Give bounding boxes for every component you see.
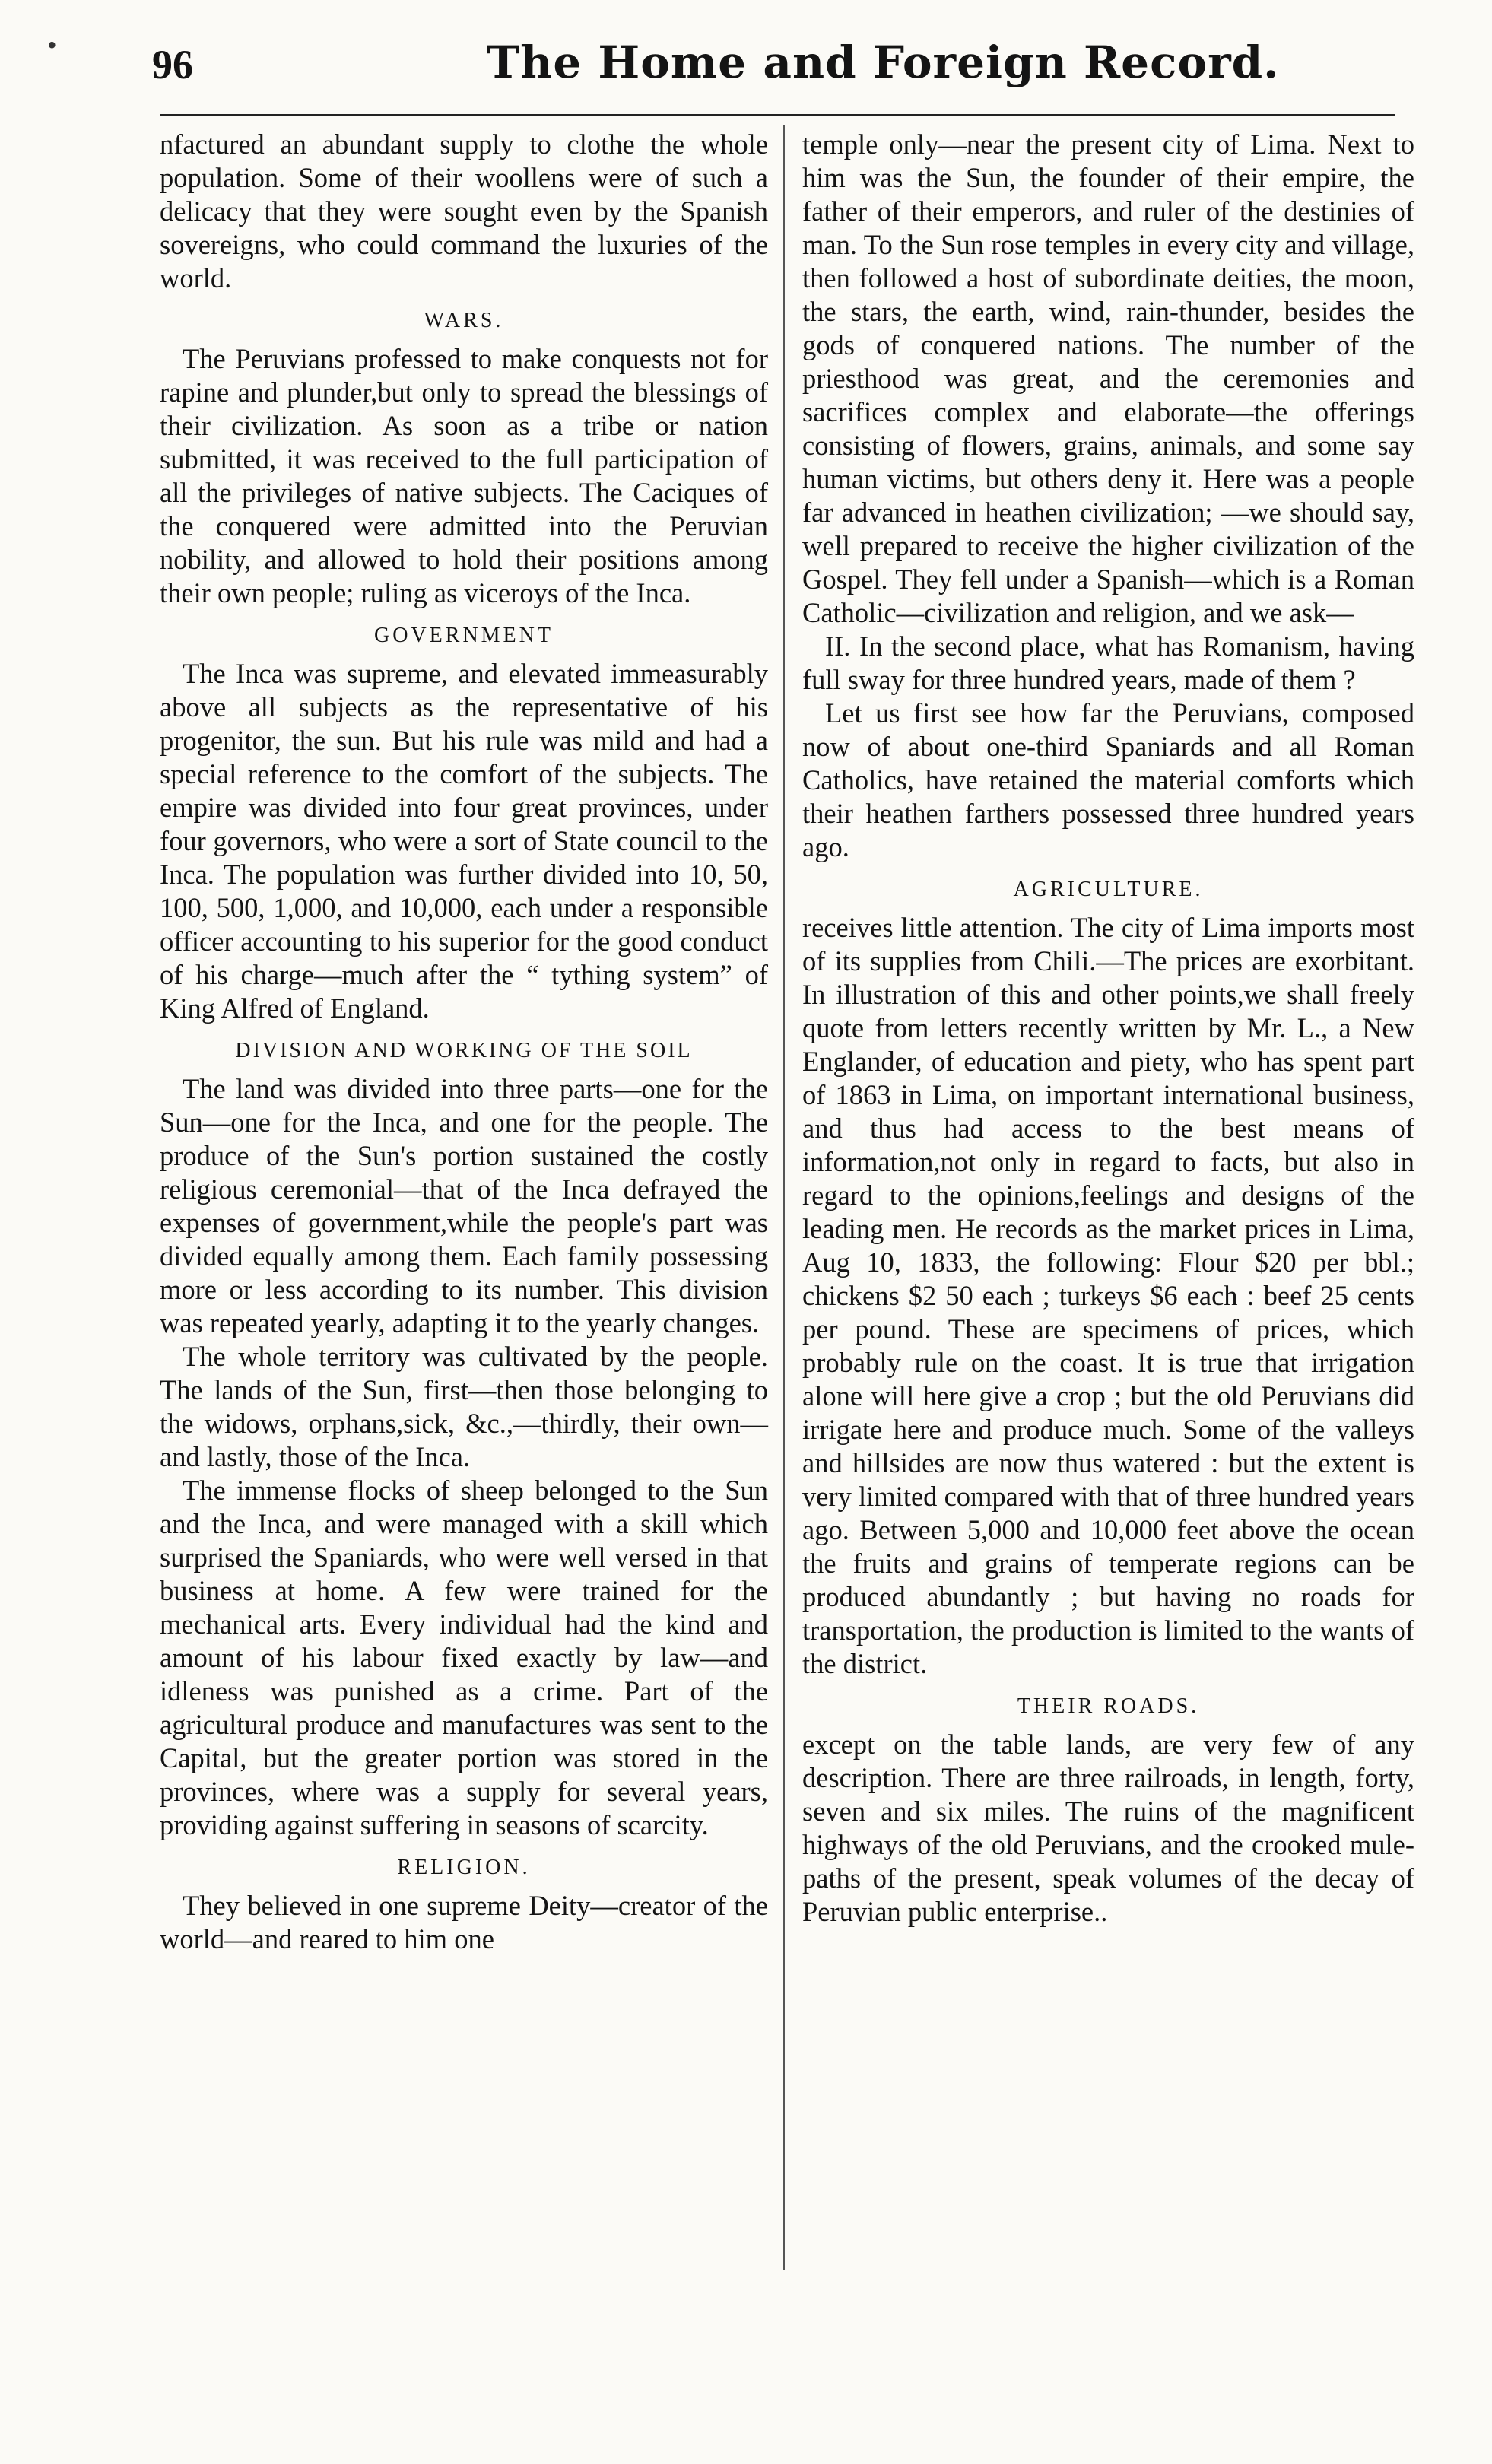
paragraph-cultivation: The whole territory was cultivated by the people. The lands of the Sun, first—then those belonging to the widows, orphans,sick, &c.,—thirdly, their own—and lastly, those of the Inca. (160, 1341, 768, 1472)
running-title: The Home and Foreign Record. (487, 37, 1280, 88)
heading-agriculture: AGRICULTURE. (1013, 878, 1204, 901)
heading-division-of-soil: DIVISION AND WORKING OF THE SOIL (235, 1039, 693, 1062)
paragraph-religion: They believed in one supreme Deity—creator of the world—and reared to him one (160, 1890, 768, 1954)
paragraph-land-division: The land was divided into three parts—one for the Sun—one for the Inca, and one for the people. The produce of the Sun's portion sustained the costly religious ceremonial—that of the Inca defrayed the expenses of government,while the people's part was divided equally among them. Each family possessing more or less according to its number. This division was repeated yearly, adapting it to the yearly changes. (160, 1073, 768, 1338)
heading-government: GOVERNMENT (374, 624, 554, 647)
paragraph-peruvians-today: Let us first see how far the Peruvians, composed now of about one-third Spaniards and all Roman Catholics, have retained the material comforts which their heathen farthers possessed three hundred years ago. (802, 697, 1414, 862)
paragraph-wars: The Peruvians professed to make conquests not for rapine and plunder,but only to spread the blessings of their civilization. As soon as a tribe or nation submitted, it was received to the full participation of all the privileges of native subjects. The Caciques of the conquered were admitted into the Peruvian nobility, and allowed to hold their positions among their own people; ruling as viceroys of the Inca. (160, 343, 768, 608)
column-divider (783, 125, 785, 2270)
paragraph-romanism: II. In the second place, what has Romanism, having full sway for three hundred years, made of them ? (802, 630, 1414, 695)
paragraph-woollens: nfactured an abundant supply to clothe the whole population. Some of their woollens were of such a delicacy that they were sought even by the Spanish sovereigns, who could command the luxuries of the world. (160, 129, 768, 294)
page-number: 96 (152, 42, 193, 87)
paragraph-flocks: The immense flocks of sheep belonged to the Sun and the Inca, and were managed with a skill which surprised the Spaniards, who were well versed in that business at home. A few were trained for the mechanical arts. Every individual had the kind and amount of his labour fixed exactly by law—and idleness was punished as a crime. Part of the agricultural produce and manufactures was sent to the Capital, but the greater portion was stored in the provinces, where was a supply for several years, providing against suffering in seasons of scarcity. (160, 1475, 768, 1840)
left-column (160, 128, 768, 1956)
paragraph-agriculture: receives little attention. The city of Lima imports most of its supplies from Chili.—The prices are exorbitant. In illustration of this and other points,we shall freely quote from letters recently written by Mr. L., a New Englander, of education and piety, who has spent part of 1863 in Lima, on important international business, and thus had access to the best means of information,not only in regard to facts, but also in regard to the opinions,feelings and designs of the leading men. He records as the market prices in Lima, Aug 10, 1833, the following: Flour $20 per bbl.; chickens $2 50 each ; turkeys $6 each : beef 25 cents per pound. These are specimens of prices, which probably rule on the coast. It is true that irrigation alone will here give a crop ; but the old Peruvians did irrigate here and produce much. Some of the valleys and hillsides are now thus watered : but the extent is very limited compared with that of three hundred years ago. Between 5,000 and 10,000 feet above the ocean the fruits and grains of temperate regions can be produced abundantly ; but having no roads for transportation, the production is limited to the wants of the district. (802, 912, 1414, 1679)
right-column (802, 128, 1414, 1929)
heading-religion: RELIGION. (397, 1856, 531, 1879)
page-header (152, 37, 1399, 105)
paragraph-roads: except on the table lands, are very few of any description. There are three railroads, in length, forty, seven and six miles. The ruins of the magnificent highways of the old Peruvians, and the crooked mule-paths of the present, speak volumes of the decay of Peruvian public enterprise.. (802, 1729, 1414, 1927)
margin-speck: • (47, 30, 57, 60)
heading-wars: WARS. (424, 309, 504, 332)
header-rule (160, 114, 1395, 116)
paragraph-temple: temple only—near the present city of Lima. Next to him was the Sun, the founder of their empire, the father of their emperors, and ruler of the destinies of man. To the Sun rose temples in every city and village, then followed a host of subordinate deities, the moon, the stars, the earth, wind, rain-thunder, besides the gods of conquered nations. The number of the priesthood was great, and the ceremonies and sacrifices complex and elaborate—the offerings consisting of flowers, grains, animals, and some say human victims, but others deny it. Here was a people far advanced in heathen civilization; —we should say, well prepared to receive the higher civilization of the Gospel. They fell under a Spanish—which is a Roman Catholic—civilization and religion, and we ask— (802, 129, 1414, 628)
paragraph-government: The Inca was supreme, and elevated immeasurably above all subjects as the representative of his progenitor, the sun. But his rule was mild and had a special reference to the comfort of the subjects. The empire was divided into four great provinces, under four governors, who were a sort of State council to the Inca. The population was further divided into 10, 50, 100, 500, 1,000, and 10,000, each under a responsible officer accounting to his superior for the good conduct of his charge—much after the “ tything system” of King Alfred of England. (160, 658, 768, 1024)
heading-roads: THEIR ROADS. (1017, 1694, 1200, 1718)
